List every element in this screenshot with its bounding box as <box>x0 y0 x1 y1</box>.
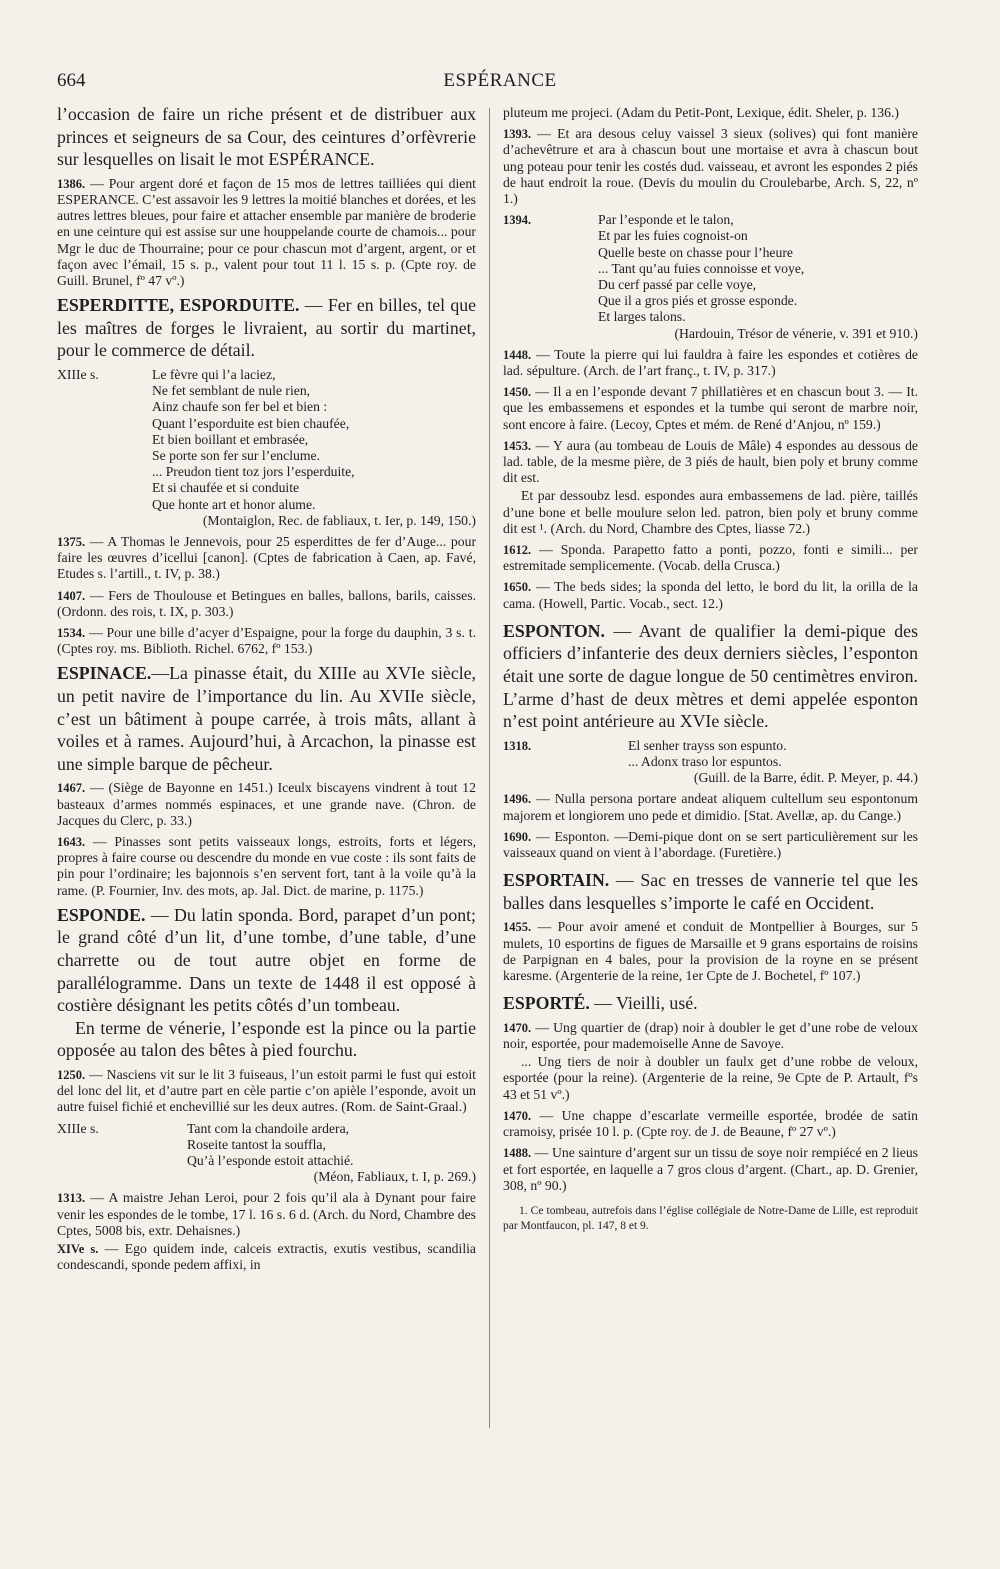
citation <box>503 579 918 611</box>
citation-year: 1448. <box>503 347 532 362</box>
headword: ESPINACE. <box>57 663 152 684</box>
verse-line: Se porte son fer sur l’enclume. <box>152 448 320 463</box>
citation-text: — (Siège de Bayonne en 1451.) Iceulx biscayens vindrent à tout 12 basteaux d’armes nommés espinaces, et une grande nave. (Chron. de Jacques du Clerc, p. 33.) <box>57 780 476 828</box>
verse-line: Tant com la chandoile ardera, <box>187 1120 350 1136</box>
verse-line: Roseite tantost la souffla, <box>187 1136 326 1152</box>
citation <box>503 347 918 379</box>
verse-line: Quelle beste on chasse pour l’heure <box>598 244 793 260</box>
running-title: ESPÉRANCE <box>443 70 557 91</box>
paragraph: l’occasion de faire un riche présent et de distribuer aux princes et seigneurs de sa Cour, des ceintures d’orfèvrerie sur lesquelles on lisait le mot ESPÉRANCE. <box>57 104 476 170</box>
definition: — Fer en billes, tel que les maîtres de forges le livraient, au sortir du martinet, pour le commerce de détail. <box>57 295 477 361</box>
verse-line: Que honte art et honor alume. <box>152 496 316 512</box>
headword: ESPORTAIN. <box>503 870 610 891</box>
citation-text: — Nulla persona portare andeat aliquem cultellum seu espontonum majorem et longiorem uno pede et dimidio. [Stat. Avellæ, ap. du Cange.) <box>503 791 918 823</box>
citation-year: 1488. <box>503 1146 532 1161</box>
headword: ESPONTON. <box>503 620 605 641</box>
verse-source: (Méon, Fabliaux, t. I, p. 269.) <box>313 1169 476 1185</box>
citation <box>57 1067 476 1116</box>
citation-text: — Pinasses sont petits vaisseaux longs, estroits, forts et légers, propres à faire course ou descendre du monde en vue coste : ils sont faits de pin pour l’ordinaire; les bajonnois s’en servent fort, tant à la voile qu’à la rame. (P. Fournier, Inv. des mots, ap. Jal. Dict. de marine, p. 1175.) <box>57 834 476 898</box>
citation-year: 1470. <box>503 1020 532 1035</box>
definition: — Avant de qualifier la demi-pique des officiers d’infanterie des deux derniers siècles, l’esponton était une sorte de dague longue de 50 centimètres environ. L’arme d’hast de deux mètres et demi appelée esponton n’est point antérieure au XVIe siècle. <box>503 620 918 732</box>
verse-line: Du cerf passé par celle voye, <box>598 277 757 293</box>
entry <box>57 294 476 362</box>
verse-block <box>57 367 476 529</box>
column-divider <box>489 108 490 1428</box>
verse-line: Ainz chaufe son fer bel et bien : <box>152 399 328 415</box>
headword: ESPONDE. <box>57 904 146 925</box>
paragraph: En terme de vénerie, l’esponde est la pince ou la partie opposée au talon des bêtes à pied fourchu. <box>57 1017 476 1061</box>
verse-line: ... Preudon tient toz jors l’esperduite, <box>152 464 355 480</box>
definition: — Vieilli, usé. <box>589 993 698 1014</box>
verse-line: Qu’à l’esponde estoit attachié. <box>187 1153 354 1168</box>
entry <box>503 620 918 733</box>
citation <box>503 791 918 823</box>
citation-year: 1386. <box>57 176 86 191</box>
citation-text: — Une sainture d’argent sur un tissu de soye noir rempiécé en 2 lieus et fort esportée, en laquelle a 7 gros clous d’argent. (Chart., ap. D. Grenier, 308, nº 90.) <box>503 1145 918 1193</box>
citation-year: 1393. <box>503 127 532 142</box>
citation <box>503 829 918 861</box>
citation-year: 1496. <box>503 792 532 807</box>
entry <box>503 869 918 914</box>
verse-label: XIIIe s. <box>57 366 99 382</box>
verse-line: Et larges talons. <box>598 309 686 325</box>
citation-text: — Une chappe d’escarlate vermeille esportée, brodée de satin cramoisy, prisée 10 l. p. (Cpte roy. de J. de Beaune, fº 27 vº.) <box>503 1107 918 1140</box>
verse-label: XIIIe s. <box>57 1120 99 1136</box>
citation-text: — A maistre Jehan Leroi, pour 2 fois qu’il ala à Dynant pour faire venir les espondes de le tombe, 17 l. 16 s. 6 d. (Arch. du Nord, Chambre des Cptes, 5008 bis, extr. Dehaisnes.) <box>57 1190 476 1238</box>
entry <box>57 904 476 1017</box>
verse-line: ... Tant qu’au fuies connoisse et voye, <box>598 260 805 276</box>
verse-source: (Guill. de la Barre, édit. P. Meyer, p. 44.) <box>693 770 918 786</box>
headword: ESPORTÉ. <box>503 993 590 1014</box>
citation-year: 1650. <box>503 580 532 595</box>
citation <box>57 780 476 829</box>
citation-year: 1313. <box>57 1191 86 1206</box>
entry <box>57 662 476 775</box>
citation-text: — Toute la pierre qui lui fauldra à faire les espondes et cotières de lad. sépulture. (Arch. de l’art franç., t. IV, p. 317.) <box>503 346 918 379</box>
verse-source: (Montaiglon, Rec. de fabliaux, t. Ier, p. 149, 150.) <box>202 512 476 528</box>
citation-year: 1250. <box>57 1067 86 1082</box>
citation <box>57 588 476 620</box>
citation-year: 1375. <box>57 535 86 550</box>
definition: — Sac en tresses de vannerie tel que les balles dans lesquelles s’importe le café en Occident. <box>503 870 918 913</box>
citation <box>503 542 918 574</box>
verse-label: 1318. <box>503 738 532 753</box>
verse-block <box>503 212 918 342</box>
citation-text: — The beds sides; la sponda del letto, le bord du lit, la orilla de la cama. (Howell, Partic. Vocab., sect. 12.) <box>503 579 918 611</box>
verse-line: Que il a gros piés et grosse esponde. <box>598 293 798 309</box>
verse-line: Et par les fuies cognoist-on <box>598 228 748 244</box>
citation-year: 1612. <box>503 543 532 558</box>
citation-year: 1453. <box>503 438 532 453</box>
headword: ESPERDITTE, ESPORDUITE. <box>57 295 300 316</box>
right-column <box>503 103 918 1234</box>
definition: — Du latin sponda. Bord, parapet d’un pont; le grand côté d’un lit, d’une tombe, d’une table, d’une charrette ou de tout autre objet en forme de parallélogramme. Dans un texte de 1448 il est opposé à costière désignant les petits côtés d’un tombeau. <box>57 904 476 1016</box>
citation-text: — Ego quidem inde, calceis extractis, exutis vestibus, scandilia condescandi, sponde pedem affixi, in <box>57 1241 476 1273</box>
citation-year: 1690. <box>503 829 532 844</box>
verse-line: ... Adonx traso lor espuntos. <box>628 754 782 770</box>
citation-text: — Et ara desous celuy vaissel 3 sieux (solives) qui font manière d’achevêtrure et ara à chascun bout une mortaise et avra à chascun bout ung poteau pour tenir les costés dud. vaisseau, et avront les espondes 2 piés de haut endroit la roue. (Devis du moulin du Croulebarbe, Arch. S, 22, nº 1.) <box>503 126 918 207</box>
citation <box>57 176 476 289</box>
verse-line: Ne fet semblant de nule rien, <box>152 383 311 399</box>
citation-text: — Fers de Thoulouse et Betingues en balles, ballons, barils, caisses. (Ordonn. des rois, t. IX, p. 303.) <box>57 587 476 619</box>
verse-line: Et si chaufée et si conduite <box>152 480 300 496</box>
page-number: 664 <box>57 70 86 91</box>
verse-block <box>503 738 918 787</box>
verse-source: (Hardouin, Trésor de vénerie, v. 391 et 910.) <box>674 325 918 341</box>
citation <box>503 438 918 487</box>
citation <box>57 534 476 583</box>
paragraph: Et par dessoubz lesd. espondes aura embassemens de lad. pière, taillés d’une bone et belle moulure selon led. patron, bien poly et bruny comme dit est ¹. (Arch. du Nord, Chambre des Cptes, liasse 72.) <box>503 488 918 536</box>
entry <box>503 992 918 1015</box>
citation: pluteum me projeci. (Adam du Petit-Pont, Lexique, édit. Sheler, p. 136.) <box>503 105 899 120</box>
citation-year: 1450. <box>503 385 532 400</box>
citation <box>57 1241 476 1273</box>
paragraph: ... Ung tiers de noir à doubler un faulx get d’une robbe de veloux, esportée (pour la reine). (Argenterie de la reine, 9e Cpte de P. Artault, fºs 43 et 51 vº.) <box>503 1054 918 1102</box>
citation <box>503 919 918 984</box>
footnote: 1. Ce tombeau, autrefois dans l’église collégiale de Notre-Dame de Lille, est reproduit par Montfaucon, pl. 147, 8 et 9. <box>503 1204 918 1232</box>
citation-text: — Esponton. —Demi-pique dont on se sert particulièrement sur les vaisseaux quand on vient à l’abordage. (Furetière.) <box>503 828 918 861</box>
citation-text: — Pour une bille d’acyer d’Espaigne, pour la forge du dauphin, 3 s. t. (Cptes roy. ms. Biblioth. Richel. 6762, fº 153.) <box>57 625 476 657</box>
citation-year: XIVe s. <box>57 1242 99 1257</box>
verse-line: Quant l’esporduite est bien chaufée, <box>152 415 350 431</box>
citation-text: — Pour avoir amené et conduit de Montpellier à Bourges, sur 5 mulets, 10 esportins de figues de Marsaille et 9 grans esportains de roisins de Parpignan en 4 bales, pour la provision de la royne en se présent karesme. (Argenterie de la reine, 1er Cpte de J. Bochetel, fº 107.) <box>503 919 918 984</box>
citation <box>57 834 476 899</box>
citation-text: — Sponda. Parapetto fatto a ponti, pozzo, fonti e simili... per estremitade semplicemente. (Vocab. della Crusca.) <box>503 542 918 574</box>
citation <box>503 1145 918 1194</box>
left-column <box>57 103 476 1273</box>
verse-line: El senher trayss son espunto. <box>628 737 787 753</box>
citation-year: 1407. <box>57 588 86 603</box>
citation-year: 1467. <box>57 781 86 796</box>
citation-text: — Il a en l’esponde devant 7 phillatières et en chascun bout 3. — It. que les embassemens et espondes et la tumbe qui seront de marbre noir, sont encore à faire. (Lecoy, Cptes et mém. de René d’Anjou, nº 159.) <box>503 384 918 432</box>
citation-text: — Pour argent doré et façon de 15 mos de lettres tailliées qui dient ESPERANCE. C’est assavoir les 9 lettres la moitié blanches et dorées, et les autres lettres bleues, pour faire et attacher ensemble par manière de broderie en une ceinture qui est assise sur une houppelande courte de chamois... pour Mgr le duc de Thourraine; pour ce pour chascun mot d’argent, argent, or et façon avec l’émail, 15 s. p., valent pour tout 11 l. 15 s. p. (Cpte roy. de Guill. Brunel, fº 47 vº.) <box>57 175 476 288</box>
verse-line: Par l’esponde et le talon, <box>598 212 734 228</box>
citation <box>503 126 918 207</box>
citation-year: 1455. <box>503 920 532 935</box>
citation <box>57 625 476 657</box>
citation <box>503 1108 918 1140</box>
citation-year: 1643. <box>57 835 86 850</box>
verse-block <box>57 1121 476 1186</box>
citation <box>503 384 918 433</box>
citation-text: — Ung quartier de (drap) noir à doubler le get d’une robe de veloux noir, esportée, pour mademoiselle Anne de Savoye. <box>503 1019 918 1052</box>
citation-text: — A Thomas le Jennevois, pour 25 esperdittes de fer d’Auge... pour faire les œuvres d’icellui [canon]. (Cptes de fabrication à Caen, ap. Favé, Etudes s. l’artill., t. IV, p. 38.) <box>57 534 476 582</box>
definition: —La pinasse était, du XIIIe au XVIe siècle, un petit navire de l’importance du lin. Au XVIIe siècle, c’est un bâtiment à poupe carrée, à trois mâts, allant à voiles et à rames. Aujourd’hui, à Arcachon, la pinasse est une simple barque de pêcheur. <box>57 663 476 774</box>
citation-text: — Y aura (au tombeau de Louis de Mâle) 4 espondes au dessous de lad. table, de la mesme pière, de 3 piés de hault, bien poly et bruny comme dit est. <box>503 437 918 486</box>
citation <box>57 1190 476 1239</box>
citation-year: 1534. <box>57 626 86 641</box>
verse-line: Le fèvre qui l’a laciez, <box>152 366 276 382</box>
verse-label: 1394. <box>503 213 532 228</box>
citation-year: 1470. <box>503 1108 532 1123</box>
citation <box>503 1020 918 1052</box>
citation-text: — Nasciens vit sur le lit 3 fuiseaus, l’un estoit parmi le fust qui estoit del lonc del lit, et d’autre part en cèle partie c’on apièle l’esponde, avoit un autre fuisel fichié et enchevillié sur les deux autres. (Rom. de Saint-Graal.) <box>57 1066 476 1115</box>
verse-line: Et bien boillant et embrasée, <box>152 431 309 447</box>
